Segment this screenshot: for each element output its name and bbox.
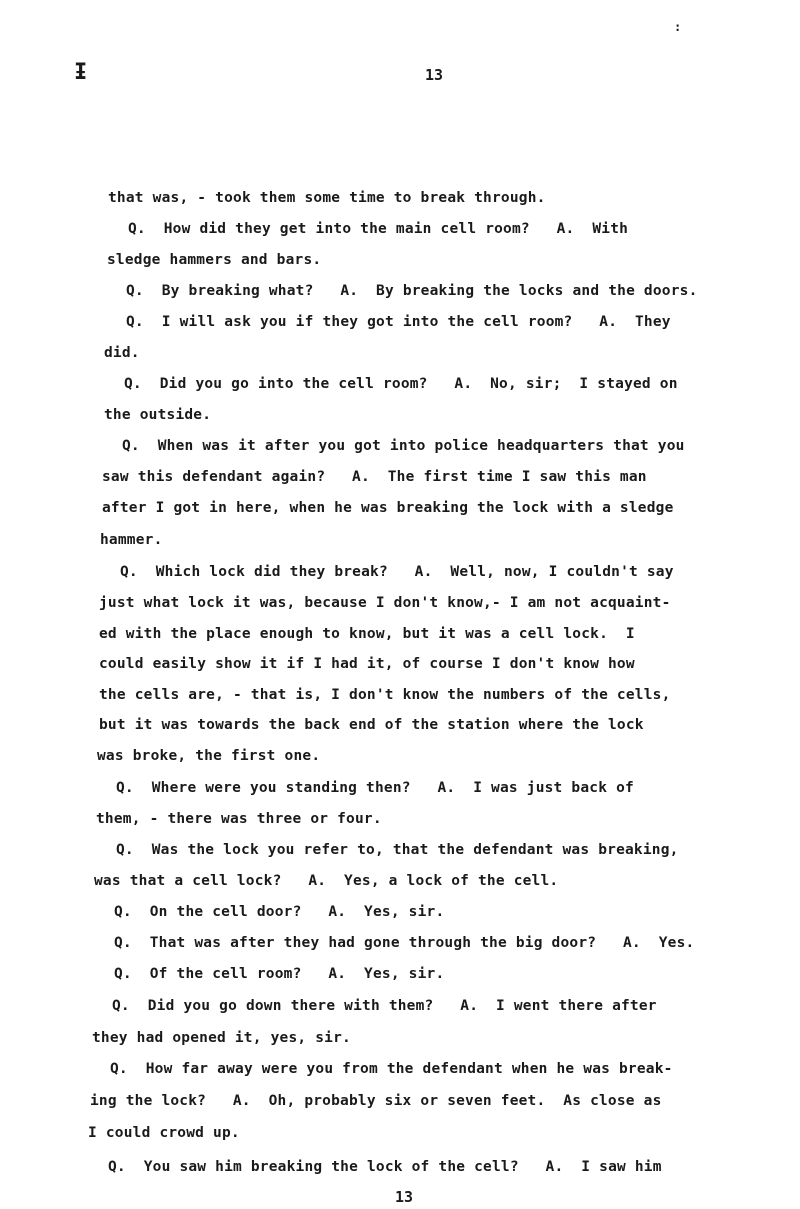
transcript-line: Q. How far away were you from the defendant when he was break-	[110, 1061, 673, 1077]
transcript-line: sledge hammers and bars.	[107, 252, 322, 268]
transcript-line: Q. When was it after you got into police headquarters that you	[122, 438, 685, 454]
transcript-line: Q. Where were you standing then? A. I was just back of	[116, 780, 634, 796]
transcript-line: hammer.	[100, 532, 163, 548]
transcript-line: the cells are, - that is, I don't know the numbers of the cells,	[99, 687, 671, 703]
transcript-line: they had opened it, yes, sir.	[92, 1030, 351, 1046]
transcript-line: Q. I will ask you if they got into the cell room? A. They	[126, 314, 671, 330]
transcript-line: Q. That was after they had gone through the big door? A. Yes.	[114, 935, 695, 951]
transcript-line: saw this defendant again? A. The first time I saw this man	[102, 469, 647, 485]
transcript-line: Q. Which lock did they break? A. Well, now, I couldn't say	[120, 564, 674, 580]
transcript-line: was broke, the first one.	[97, 748, 321, 764]
transcript-line: Q. Did you go into the cell room? A. No, sir; I stayed on	[124, 376, 678, 392]
corner-mark: :	[674, 20, 682, 34]
transcript-line: could easily show it if I had it, of course I don't know how	[99, 656, 635, 672]
transcript-line: Q. How did they get into the main cell room? A. With	[128, 221, 629, 237]
transcript-line: the outside.	[104, 407, 212, 423]
transcript-line: Q. On the cell door? A. Yes, sir.	[114, 904, 445, 920]
transcript-line: Q. By breaking what? A. By breaking the locks and the doors.	[126, 283, 698, 299]
page-number-bottom: 13	[394, 1188, 414, 1206]
transcript-line: them, - there was three or four.	[96, 811, 382, 827]
transcript-line: was that a cell lock? A. Yes, a lock of the cell.	[94, 873, 559, 889]
transcript-line: did.	[104, 345, 140, 361]
transcript-line: Q. Did you go down there with them? A. I went there after	[112, 998, 657, 1014]
transcript-line: ing the lock? A. Oh, probably six or seven feet. As close as	[90, 1093, 662, 1109]
transcript-line: that was, - took them some time to break through.	[108, 190, 546, 206]
margin-mark: Ɨ	[74, 60, 88, 85]
transcript-line: but it was towards the back end of the station where the lock	[99, 717, 644, 733]
transcript-line: I could crowd up.	[88, 1125, 240, 1141]
transcript-line: Q. You saw him breaking the lock of the cell? A. I saw him	[108, 1159, 662, 1175]
transcript-line: ed with the place enough to know, but it was a cell lock. I	[99, 626, 635, 642]
transcript-line: Q. Was the lock you refer to, that the defendant was breaking,	[116, 842, 679, 858]
transcript-line: Q. Of the cell room? A. Yes, sir.	[114, 966, 445, 982]
transcript-line: just what lock it was, because I don't know,- I am not acquaint-	[99, 595, 671, 611]
transcript-line: after I got in here, when he was breaking the lock with a sledge	[102, 500, 674, 516]
page-number-top: 13	[424, 66, 444, 84]
